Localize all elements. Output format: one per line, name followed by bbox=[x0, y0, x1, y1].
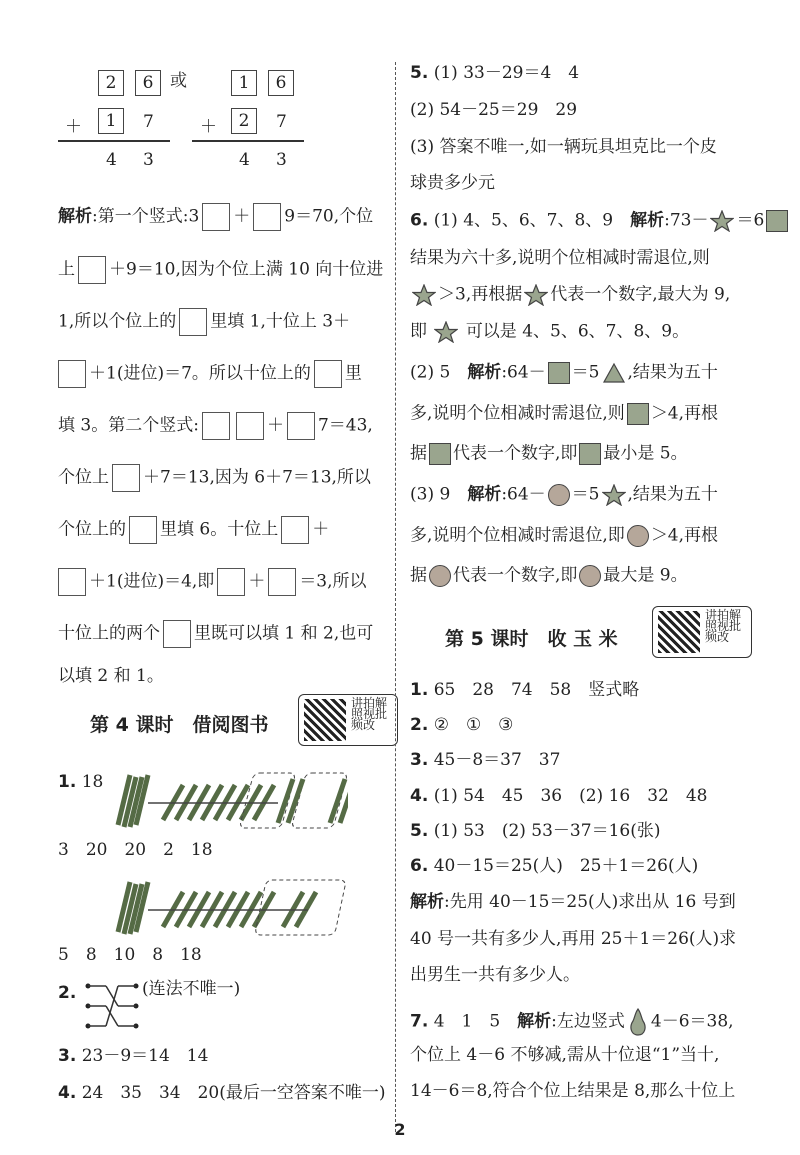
lesson5-q6: 6. 40－15＝25(人) 25＋1＝26(人) bbox=[410, 856, 699, 876]
square-icon bbox=[766, 210, 788, 232]
r-question-6-3: (3) 9 解析:64－ ＝5 ,结果为五十 bbox=[410, 484, 718, 505]
analysis-line: 填 3。第二个竖式: ＋ 7＝43, bbox=[58, 412, 373, 440]
matching-diagram bbox=[78, 978, 148, 1040]
sum-line bbox=[58, 140, 170, 142]
digit-box: 6 bbox=[135, 70, 161, 96]
question-1-answer-row-1: 3 20 20 2 18 bbox=[58, 840, 213, 860]
sticks-illustration-1 bbox=[108, 765, 348, 835]
circle-icon bbox=[548, 484, 570, 506]
lesson5-q1: 1. 65 28 74 58 竖式略 bbox=[410, 680, 640, 700]
pear-icon bbox=[627, 1007, 649, 1037]
plus-sign: ＋ bbox=[200, 117, 217, 137]
question-2-number: 2. bbox=[58, 983, 77, 1003]
digit: 7 bbox=[143, 112, 154, 132]
lesson-4-title: 第 4 课时 借阅图书 bbox=[90, 714, 269, 736]
r-question-6-2: (2) 5 解析:64－ ＝5 ,结果为五十 bbox=[410, 362, 718, 383]
r-question-5-3: (3) 答案不唯一,如一辆玩具坦克比一个皮 bbox=[410, 137, 717, 157]
star-icon bbox=[412, 284, 436, 306]
or-label: 或 bbox=[170, 71, 187, 91]
lesson5-q6-analysis: 出男生一共有多少人。 bbox=[410, 965, 580, 985]
column-divider bbox=[395, 62, 396, 1132]
lesson-5-title: 第 5 课时 收 玉 米 bbox=[445, 628, 618, 650]
circle-icon bbox=[429, 565, 451, 587]
r-question-6-1: 6. (1) 4、5、6、7、8、9 解析:73－ ＝6 bbox=[410, 210, 790, 232]
qr-code-icon bbox=[304, 699, 346, 741]
r-question-5-3b: 球贵多少元 bbox=[410, 173, 495, 193]
lesson5-q4: 4. (1) 54 45 36 (2) 16 32 48 bbox=[410, 786, 708, 806]
analysis-line: 个位上的 里填 6。十位上 ＋ bbox=[58, 516, 329, 544]
analysis-line: 上 ＋9＝10,因为个位上满 10 向十位进 bbox=[58, 256, 383, 284]
digit-box: 6 bbox=[268, 70, 294, 96]
analysis-line: 个位上 ＋7＝13,因为 6＋7＝13,所以 bbox=[58, 464, 371, 492]
r-question-6-line: 多,说明个位相减时需退位,即 ＞4,再根 bbox=[410, 525, 719, 546]
r-question-6-line: 据 代表一个数字,即 最小是 5。 bbox=[410, 443, 688, 464]
r-question-5-2: (2) 54－25＝29 29 bbox=[410, 100, 578, 120]
digit-box: 1 bbox=[98, 108, 124, 134]
lesson5-q6-analysis: 解析:先用 40－15＝25(人)求出从 16 号到 bbox=[410, 892, 736, 912]
digit: 4 bbox=[106, 150, 117, 170]
lesson5-q7-analysis: 14－6＝8,符合个位上结果是 8,那么十位上 bbox=[410, 1081, 736, 1101]
analysis-line: ＋1(进位)＝7。所以十位上的 里 bbox=[55, 360, 362, 388]
square-icon bbox=[548, 362, 570, 384]
qr-label: 讲拍解照视批频改 bbox=[705, 608, 742, 644]
digit-box: 1 bbox=[231, 70, 257, 96]
r-question-6-line: 结果为六十多,说明个位相减时需退位,则 bbox=[410, 248, 710, 268]
lesson5-q6-analysis: 40 号一共有多少人,再用 25＋1＝26(人)求 bbox=[410, 929, 737, 949]
star-icon bbox=[524, 284, 548, 306]
r-question-6-line: 多,说明个位相减时需退位,则 ＞4,再根 bbox=[410, 403, 719, 424]
star-icon bbox=[434, 321, 458, 343]
circle-icon bbox=[579, 565, 601, 587]
question-1-answer-row-2: 5 8 10 8 18 bbox=[58, 945, 202, 965]
analysis-line: 以填 2 和 1。 bbox=[58, 666, 164, 686]
sum-line bbox=[192, 140, 304, 142]
lesson5-q3: 3. 45－8＝37 37 bbox=[410, 750, 561, 770]
square-icon bbox=[579, 443, 601, 465]
digit: 4 bbox=[239, 150, 250, 170]
lesson5-q5: 5. (1) 53 (2) 53－37＝16(张) bbox=[410, 821, 661, 841]
lesson5-q2: 2. ② ① ③ bbox=[410, 715, 514, 735]
analysis-line: 1,所以个位上的 里填 1,十位上 3＋ bbox=[58, 308, 350, 336]
digit-box: 2 bbox=[98, 70, 124, 96]
lesson5-q7: 7. 4 1 5 解析:左边竖式 4－6＝38, bbox=[410, 1007, 734, 1037]
question-2-note: (连法不唯一) bbox=[142, 979, 241, 999]
digit: 7 bbox=[276, 112, 287, 132]
r-question-6-line: 据 代表一个数字,即 最大是 9。 bbox=[410, 565, 688, 586]
square-icon bbox=[627, 403, 649, 425]
analysis-line: 解析:第一个竖式:3 ＋ 9＝70,个位 bbox=[58, 203, 373, 231]
r-question-5-1: 5. (1) 33－29＝4 4 bbox=[410, 63, 580, 83]
digit-box: 2 bbox=[231, 108, 257, 134]
qr-badge[interactable] bbox=[298, 694, 398, 746]
qr-code-icon bbox=[658, 611, 700, 653]
plus-sign: ＋ bbox=[65, 117, 82, 137]
circle-icon bbox=[627, 525, 649, 547]
question-4: 4. 24 35 34 20(最后一空答案不唯一) bbox=[58, 1083, 386, 1103]
star-icon bbox=[710, 210, 734, 232]
qr-badge[interactable] bbox=[652, 606, 752, 658]
qr-label: 讲拍解照视批频改 bbox=[351, 696, 388, 732]
star-icon bbox=[602, 484, 626, 506]
r-question-6-line: 即 可以是 4、5、6、7、8、9。 bbox=[410, 321, 690, 342]
triangle-icon bbox=[602, 362, 626, 384]
lesson5-q7-analysis: 个位上 4－6 不够减,需从十位退“1”当十, bbox=[410, 1045, 720, 1065]
digit: 3 bbox=[276, 150, 287, 170]
page-number: 2 bbox=[394, 1120, 406, 1139]
r-question-6-line: ＞3,再根据 代表一个数字,最大为 9, bbox=[410, 284, 730, 306]
sticks-illustration-2 bbox=[108, 872, 348, 942]
digit: 3 bbox=[143, 150, 154, 170]
question-1: 1. 18 bbox=[58, 772, 104, 792]
question-3: 3. 23－9＝14 14 bbox=[58, 1046, 209, 1066]
analysis-line: 十位上的两个 里既可以填 1 和 2,也可 bbox=[58, 620, 373, 648]
analysis-line: ＋1(进位)＝4,即 ＋ ＝3,所以 bbox=[55, 568, 367, 596]
square-icon bbox=[429, 443, 451, 465]
